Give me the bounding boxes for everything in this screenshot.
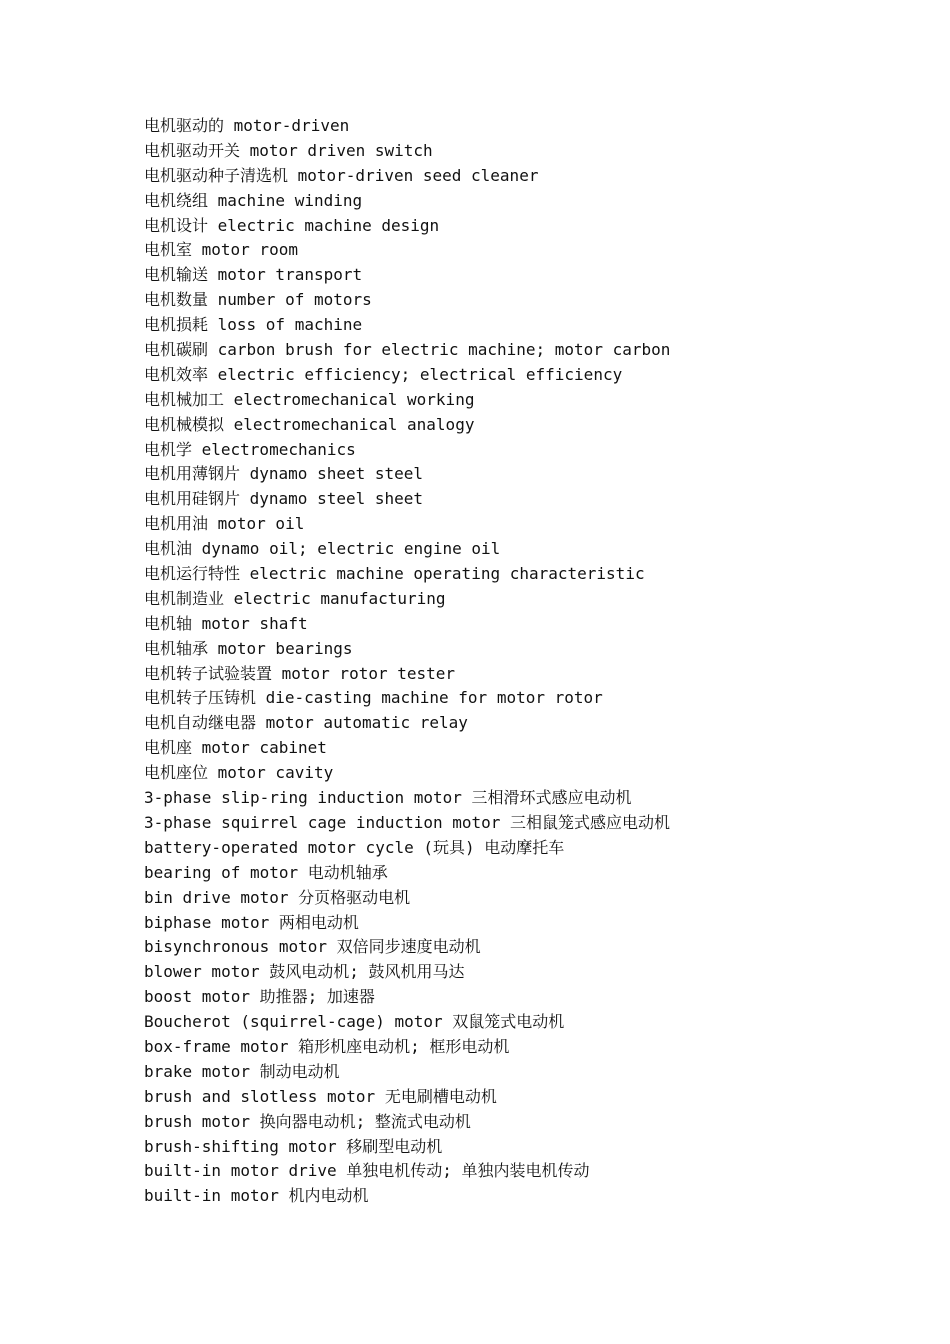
glossary-entry: 电机学 electromechanics bbox=[144, 439, 356, 459]
glossary-entry: bin drive motor 分页格驱动电机 bbox=[144, 887, 411, 907]
glossary-entry: brush and slotless motor 无电刷槽电动机 bbox=[144, 1086, 497, 1106]
glossary-entry: 电机轴承 motor bearings bbox=[144, 638, 353, 658]
glossary-entry: 电机碳刷 carbon brush for electric machine; motor carbon bbox=[144, 340, 671, 360]
glossary-entry: 3-phase squirrel cage induction motor 三相鼠笼式感应电动机 bbox=[144, 812, 671, 832]
glossary-entry: 电机设计 electric machine design bbox=[144, 215, 440, 235]
glossary-entry: built-in motor drive 单独电机传动; 单独内装电机传动 bbox=[144, 1161, 590, 1181]
glossary-entry: brake motor 制动电动机 bbox=[144, 1061, 340, 1081]
glossary-entry: 电机数量 number of motors bbox=[144, 290, 372, 310]
glossary-entry: 电机制造业 electric manufacturing bbox=[144, 588, 446, 608]
glossary-entry: 电机自动继电器 motor automatic relay bbox=[144, 713, 468, 733]
glossary-entry: 电机转子试验装置 motor rotor tester bbox=[144, 663, 456, 683]
glossary-entry: 电机驱动种子清选机 motor-driven seed cleaner bbox=[144, 165, 539, 185]
glossary-entry: 电机用硅钢片 dynamo steel sheet bbox=[144, 489, 424, 509]
glossary-entry: 电机座位 motor cavity bbox=[144, 763, 334, 783]
glossary-entry: 电机效率 electric efficiency; electrical efficiency bbox=[144, 364, 623, 384]
glossary-entry-list bbox=[144, 114, 670, 1209]
glossary-entry: blower motor 鼓风电动机; 鼓风机用马达 bbox=[144, 962, 465, 982]
glossary-entry: 电机运行特性 electric machine operating characteristic bbox=[144, 564, 645, 584]
glossary-entry: 电机用薄钢片 dynamo sheet steel bbox=[144, 464, 424, 484]
glossary-entry: 电机绕组 machine winding bbox=[144, 190, 363, 210]
glossary-entry: 电机用油 motor oil bbox=[144, 514, 305, 534]
glossary-entry: battery-operated motor cycle (玩具) 电动摩托车 bbox=[144, 837, 565, 857]
glossary-entry: 电机驱动开关 motor driven switch bbox=[144, 140, 433, 160]
glossary-entry: 电机输送 motor transport bbox=[144, 265, 363, 285]
glossary-entry: 3-phase slip-ring induction motor 三相滑环式感应电动机 bbox=[144, 788, 632, 808]
glossary-entry: biphase motor 两相电动机 bbox=[144, 912, 359, 932]
glossary-entry: 电机转子压铸机 die-casting machine for motor rotor bbox=[144, 688, 603, 708]
glossary-entry: Boucherot (squirrel-cage) motor 双鼠笼式电动机 bbox=[144, 1012, 565, 1032]
glossary-entry: bearing of motor 电动机轴承 bbox=[144, 862, 388, 882]
glossary-entry: 电机室 motor room bbox=[144, 240, 298, 260]
glossary-entry: 电机轴 motor shaft bbox=[144, 613, 308, 633]
glossary-entry: boost motor 助推器; 加速器 bbox=[144, 987, 375, 1007]
glossary-entry: 电机械加工 electromechanical working bbox=[144, 389, 475, 409]
glossary-entry: 电机油 dynamo oil; electric engine oil bbox=[144, 539, 501, 559]
glossary-entry: brush-shifting motor 移刷型电动机 bbox=[144, 1136, 443, 1156]
glossary-entry: 电机械模拟 electromechanical analogy bbox=[144, 414, 475, 434]
glossary-entry: 电机座 motor cabinet bbox=[144, 738, 327, 758]
glossary-entry: box-frame motor 箱形机座电动机; 框形电动机 bbox=[144, 1036, 510, 1056]
glossary-entry: brush motor 换向器电动机; 整流式电动机 bbox=[144, 1111, 471, 1131]
glossary-entry: 电机驱动的 motor-driven bbox=[144, 116, 350, 135]
glossary-entry: 电机损耗 loss of machine bbox=[144, 315, 363, 335]
glossary-entry: built-in motor 机内电动机 bbox=[144, 1186, 369, 1206]
glossary-entry: bisynchronous motor 双倍同步速度电动机 bbox=[144, 937, 481, 957]
